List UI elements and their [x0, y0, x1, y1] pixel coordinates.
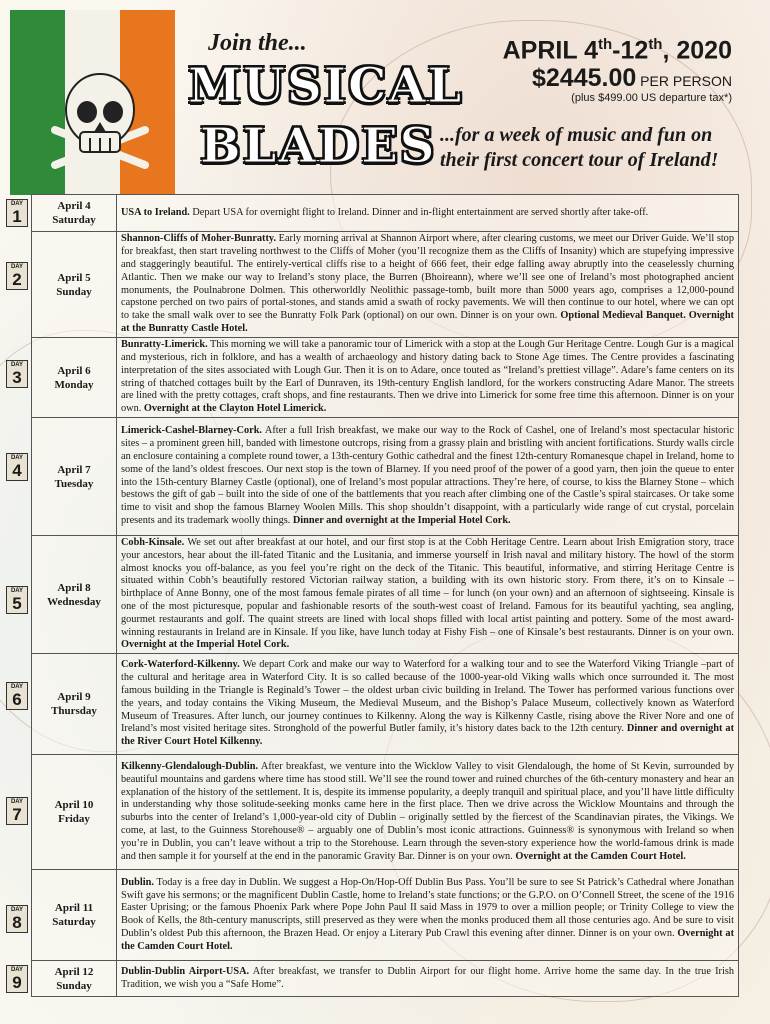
itinerary-table: [10, 194, 739, 997]
day-weekday: Sunday: [56, 979, 92, 992]
day-overnight: Overnight at the Camden Court Hotel.: [121, 927, 734, 952]
day-number-badge: [6, 797, 28, 825]
day-date: April 11: [54, 902, 94, 915]
day-date-cell: [10, 195, 117, 232]
day-date: April 5: [57, 271, 91, 284]
itinerary-day-row: [32, 195, 739, 232]
day-date-cell: [10, 536, 117, 654]
day-description: [117, 536, 739, 654]
day-text: We depart Cork and make our way to Waterford for a walking tour and to see the Waterford Viking Triangle –part of the cultural and heritage area in Waterford City. It is so called because of the 1000-year-old Viking walls which once surrounded it. The most famous building in the Triangle is Reginald’s Tower – the oldest urban civic building in Ireland. The Tower has performed various functions over the years, and today contains the Viking Museum, the Medieval Museum, and the Bishop’s Palace Museum, collectively known as Waterford Museum of Treasures. After lunch, our journey continues to Kilkenny. Along the way is Kilkenny Castle, rising above the River Nore and one of Ireland’s most visited heritage sites. Stronghold of the powerful Butler family, it’s history dates back to the 12th century.: [121, 659, 734, 735]
day-text: Early morning arrival at Shannon Airport where, after clearing customs, we meet our Driver Guide. We’ll stop for breakfast, then start traveling northwest to the Cliffs of Moher (you’ll recognize them as the Cliffs of Insanity) which are stupefying impressive and staggeringly beautiful. The entirely-vertical cliffs rise to a height of 666 feet, their edge falling away abruptly into the ceaselessly churning Atlantic. Then we make our way to Ireland’s stony place, the Burren (Bhoireann), where we’ll see one of Ireland’s most photographed ancient monuments, the Poulnabrone Dolmen. This otherworldly Neolithic passage-tomb, built more than 5000 years ago, comprises a 12,000-pound capstone perched on two pairs of portal-stones, and stands amid a swath of rocky pavements. We will then continue to our hotel, where we can opt to take the small walk over to see the Bunratty Folk Park (optional) on our own. Dinner is on your own.: [121, 233, 734, 322]
day-title: Dublin.: [121, 876, 154, 888]
day-date-cell: [10, 654, 117, 755]
day-text: After breakfast, we transfer to Dublin Airport for our flight home. Arrive home the same day. In the true Irish Tradition, we wish you a “Safe Home”.: [121, 965, 734, 990]
day-overnight: Optional Medieval Banquet. Overnight at the Bunratty Castle Hotel.: [121, 310, 734, 334]
itinerary-day-row: [32, 870, 739, 961]
tour-price: $2445.00 PER PERSON: [532, 64, 732, 92]
day-badge-label: DAY: [10, 264, 24, 270]
day-title: Cork-Waterford-Kilkenny.: [121, 659, 240, 671]
itinerary-day-row: [32, 961, 739, 997]
day-title: Shannon-Cliffs of Moher-Bunratty.: [121, 233, 277, 245]
day-badge-number: 2: [12, 270, 22, 289]
itinerary-day-row: [32, 654, 739, 755]
day-overnight: Overnight at the Imperial Hotel Cork.: [121, 639, 290, 651]
day-weekday: Monday: [54, 378, 94, 391]
day-badge-number: 5: [12, 594, 22, 613]
day-title: Cobh-Kinsale.: [121, 537, 185, 548]
itinerary-day-row: [32, 418, 739, 536]
day-number-badge: [6, 905, 28, 933]
day-weekday: Tuesday: [54, 477, 94, 490]
day-overnight: Overnight at the Clayton Hotel Limerick.: [141, 403, 327, 415]
day-badge-label: DAY: [10, 588, 24, 594]
day-overnight: Overnight at the Camden Court Hotel.: [512, 850, 686, 862]
day-date: April 6: [57, 364, 91, 377]
day-date: April 10: [54, 799, 94, 812]
day-description: [117, 232, 739, 338]
day-date: April 9: [57, 691, 91, 704]
day-badge-number: 7: [12, 805, 22, 825]
day-badge-number: 8: [12, 913, 22, 933]
day-date-cell: [10, 961, 117, 997]
day-date-cell: [10, 870, 117, 961]
itinerary-day-row: [32, 338, 739, 418]
itinerary-day-row: [32, 536, 739, 654]
day-weekday: Sunday: [56, 285, 92, 298]
day-badge-label: DAY: [10, 907, 24, 914]
day-overnight: Dinner and overnight at the River Court Hotel Kilkenny.: [121, 723, 734, 748]
day-date-cell: [10, 755, 117, 870]
day-badge-number: 6: [12, 690, 22, 710]
day-description: [117, 654, 739, 755]
day-date: April 12: [54, 965, 94, 978]
day-overnight: Dinner and overnight at the Imperial Hotel Cork.: [290, 514, 511, 526]
day-badge-number: 9: [12, 973, 22, 993]
day-description: [117, 870, 739, 961]
skull-crossbones-icon: [50, 70, 150, 175]
day-text: We set out after breakfast at our hotel, and our first stop is at the Cobh Heritage Centre. Learn about Irish Emigration story, trace your ancestors, hear about the ill-fated Titanic and the Lusitania, and immerse yourself in Irish naval and military history. The howl of the storm almost knocks you off-balance, as you feel you’re right on the deck of the Titanic. This beautiful, informative, and stirring Heritage Centre is situated within Cobh’s beautifully restored Victorian railway station, a building with its own historic story. From there, it’s on to Kinsale – birthplace of Anne Bonny, one of the most famous female pirates of all time – for lunch (on your own) and an afternoon of sightseeing. Kinsale is one of the most picturesque, popular and fashionable resorts of the south-west coast of Ireland. Famous for its beautiful yachting, sea angling, gourmet restaurants and golf. The quaint streets are lined with local shops filled with local artist painting and pottery. Some of the most award-winning restaurants in Ireland are in Kinsale. If you like, have lunch today at Fishy Fish – one of Kinsale’s best restaurants. Dinner is on your own.: [121, 537, 734, 638]
flyer-header: [0, 0, 770, 198]
day-description: [117, 961, 739, 997]
day-text: This morning we will take a panoramic tour of Limerick with a stop at the Lough Gur Heritage Centre. Lough Gur is a magical and mysterious, rich in folklore, and has a wealth of archaeology and history dating back to Stone Age times. The Centre provides a fascinating interpretation of the sites associated with Lough Gur. Then it is on to Adare, once touted as “Ireland’s prettiest village”. Adare’s fame centers on its string of thatched cottages built by the Earl of Dunraven, its 19th-century English landlord, for the workers constructing Adare Manor. The streets are lined with the pretty cottages, craft shops, and fine restaurants. Then we drive into Limerick for some free time this afternoon. Dinner is on your own.: [121, 339, 734, 415]
day-number-badge: [6, 199, 28, 227]
logo-musical: MUSICAL: [188, 58, 464, 114]
day-date: April 4: [57, 200, 91, 212]
day-title: Limerick-Cashel-Blarney-Cork.: [121, 425, 262, 437]
departure-tax-note: (plus $499.00 US departure tax*): [571, 92, 732, 104]
day-title: USA to Ireland.: [121, 206, 190, 218]
itinerary-day-row: [32, 232, 739, 338]
day-text: After breakfast, we venture into the Wicklow Valley to visit Glendalough, the home of St Kevin, surrounded by beautiful mountains and gardens where time has stood still. We’ll see the round tower and ruined churches of the 6th-century monastery and hear an explanation of the history of the settlement. It is, despite its immense popularity, a deeply tranquil and spiritual place, and you’ll have little difficulty in understanding why those solitude-seeking monks came here in the first place. Then we drive across the Wicklow Mountains and through the suburbs into the center of Ireland’s 1,000-year-old city of Dublin – originally settled by the fiercest of the Scandinavian pirates, the Vikings. We come, at last, to the Guinness Storehouse® – arguably one of Dublin’s most iconic attractions. Guinness® is synonymous with Ireland so when you’re in Dublin, you can’t leave without a trip to the Storehouse. Learn through the seven-story experience how the world-famous drink is made and then sample it for yourself at the end in the panoramic Gravity Bar. Dinner is on your own.: [121, 760, 734, 862]
day-description: [117, 755, 739, 870]
day-badge-number: 1: [12, 207, 22, 226]
day-date-cell: [10, 232, 117, 338]
tagline: ...for a week of music and fun on their first concert tour of Ireland!: [440, 124, 719, 171]
day-badge-label: DAY: [10, 967, 24, 974]
day-text: Depart USA for overnight flight to Ireland. Dinner and in-flight entertainment are served shortly after take-off.: [189, 206, 649, 218]
day-date-cell: [10, 418, 117, 536]
day-badge-label: DAY: [10, 201, 24, 207]
day-date: April 8: [57, 581, 91, 594]
day-number-badge: [6, 682, 28, 710]
day-title: Kilkenny-Glendalough-Dublin.: [121, 760, 259, 772]
day-number-badge: [6, 262, 28, 290]
itinerary-day-row: [32, 755, 739, 870]
logo-blades: BLADES: [200, 118, 437, 174]
tour-dates: APRIL 4th-12th, 2020: [502, 36, 732, 65]
day-date-cell: [10, 338, 117, 418]
join-heading: Join the...: [208, 30, 307, 56]
day-description: [117, 338, 739, 418]
day-title: Dublin-Dublin Airport-USA.: [121, 965, 250, 977]
day-weekday: Saturday: [52, 214, 96, 226]
day-badge-label: DAY: [10, 799, 24, 806]
day-text: After a full Irish breakfast, we make our way to the Rock of Cashel, one of Ireland’s most spectacular historic sites – a prominent green hill, banded with limestone outcrops, rising from a grassy plain and bristling with ancient fortifications. Sturdy walls circle an enclosure containing a complete round tower, a 13th-century Gothic cathedral and the finest 12th-century Romanesque chapel in Ireland, home to some of the land’s oldest frescoes. Our next stop is the town of Blarney. If you need proof of the power of a good yarn, then join the queue to enter into the 15th-century Blarney Castle (optional), one of Ireland’s most popular attractions. They’re here, of course, to kiss the Blarney Stone – which bestows the gift of gab – built into the side of one of the battlements that you reach after climbing one of the Castle’s spiral staircases. Or take some time to visit and shop the famous Blarney Woolen Mills. This shop shouldn’t disappoint, with a particularly wide range of cut crystal, porcelain presents and its trademark woolly things.: [121, 425, 734, 526]
day-number-badge: [6, 965, 28, 993]
day-weekday: Thursday: [51, 705, 97, 718]
day-weekday: Wednesday: [47, 595, 101, 608]
day-badge-number: 3: [12, 368, 22, 387]
day-description: [117, 195, 739, 232]
day-date: April 7: [57, 463, 91, 476]
day-badge-label: DAY: [10, 455, 24, 461]
day-number-badge: [6, 453, 28, 481]
day-text: Today is a free day in Dublin. We suggest a Hop-On/Hop-Off Dublin Bus Pass. You’ll be sure to see St Patrick’s Cathedral where Jonathan Swift gave his sermons; or the magnificent Dublin Castle, home to Ireland’s state functions; or the G.P.O. on O’Connell Street, the scene of the 1916 Easter Uprising; or the famous Phoenix Park where Pope John Paul II said Mass in 1979 to over a million people; or Trinity College to view the Book of Kells, the 8th-century manuscripts, still preserved as they were when the monks produced them all those centuries ago. And be sure to visit Dublin’s oldest Pub this afternoon, the Brazen Head. Or enjoy a Literary Pub Crawl this evening after dinner. Dinner is on your own.: [121, 876, 734, 939]
day-title: Bunratty-Limerick.: [121, 339, 208, 351]
day-weekday: Friday: [58, 813, 90, 826]
day-weekday: Saturday: [52, 916, 96, 929]
day-badge-label: DAY: [10, 362, 24, 368]
irish-flag-pirate-emblem: [10, 10, 175, 195]
day-description: [117, 418, 739, 536]
day-number-badge: [6, 360, 28, 388]
day-number-badge: [6, 586, 28, 614]
day-badge-label: DAY: [10, 684, 24, 691]
day-badge-number: 4: [12, 461, 22, 480]
